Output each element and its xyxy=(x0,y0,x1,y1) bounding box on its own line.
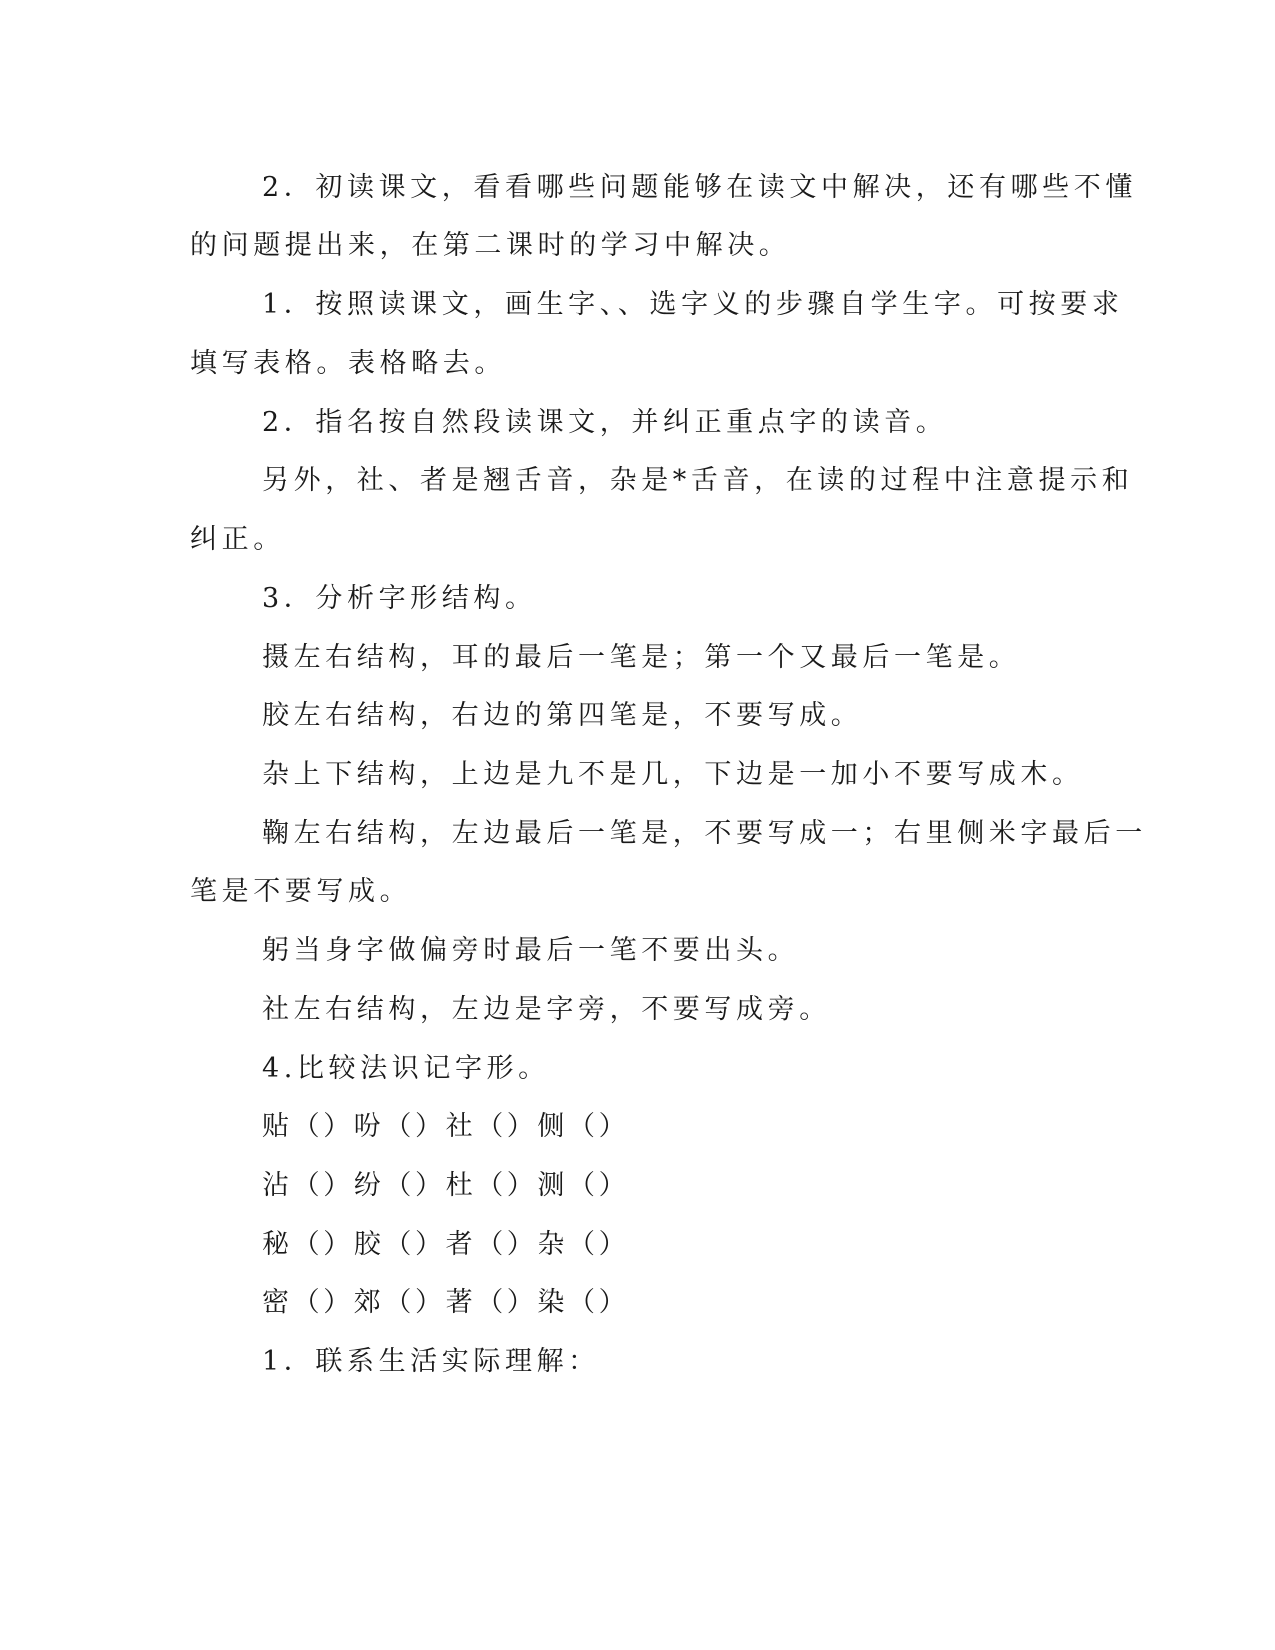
paragraph-line: 杂上下结构，上边是九不是几，下边是一加小不要写成木。 xyxy=(262,759,1084,790)
character-comparison-row: 密（）郊（）著（）染（） xyxy=(262,1287,630,1318)
character-comparison-row: 沾（）纷（）杜（）测（） xyxy=(262,1170,630,1201)
character-comparison-row: 秘（）胶（）者（）杂（） xyxy=(262,1229,630,1260)
paragraph-line: 社左右结构，左边是字旁，不要写成旁。 xyxy=(262,994,831,1025)
paragraph-line: 另外，社、者是翘舌音，杂是*舌音，在读的过程中注意提示和 xyxy=(262,465,1134,496)
paragraph-line: 躬当身字做偏旁时最后一笔不要出头。 xyxy=(262,935,800,966)
paragraph-line: 填写表格。表格略去。 xyxy=(190,348,506,379)
paragraph-line: 3．分析字形结构。 xyxy=(262,583,537,614)
paragraph-line: 2．初读课文，看看哪些问题能够在读文中解决，还有哪些不懂 xyxy=(262,172,1137,203)
paragraph-line: 摄左右结构，耳的最后一笔是；第一个又最后一笔是。 xyxy=(262,642,1021,673)
paragraph-line: 1．按照读课文，画生字、、选字义的步骤自学生字。可按要求 xyxy=(262,289,1124,320)
paragraph-line: 的问题提出来，在第二课时的学习中解决。 xyxy=(190,230,791,261)
paragraph-line: 4.比较法识记字形。 xyxy=(262,1053,550,1084)
paragraph-line: 胶左右结构，右边的第四笔是，不要写成。 xyxy=(262,700,863,731)
paragraph-line: 鞠左右结构，左边最后一笔是，不要写成一；右里侧米字最后一 xyxy=(262,818,1147,849)
paragraph-line: 2．指名按自然段读课文，并纠正重点字的读音。 xyxy=(262,407,948,438)
paragraph-line: 笔是不要写成。 xyxy=(190,876,412,907)
paragraph-line: 1．联系生活实际理解： xyxy=(262,1346,600,1377)
character-comparison-row: 贴（）吩（）社（）侧（） xyxy=(262,1111,630,1142)
paragraph-line: 纠正。 xyxy=(190,524,285,555)
